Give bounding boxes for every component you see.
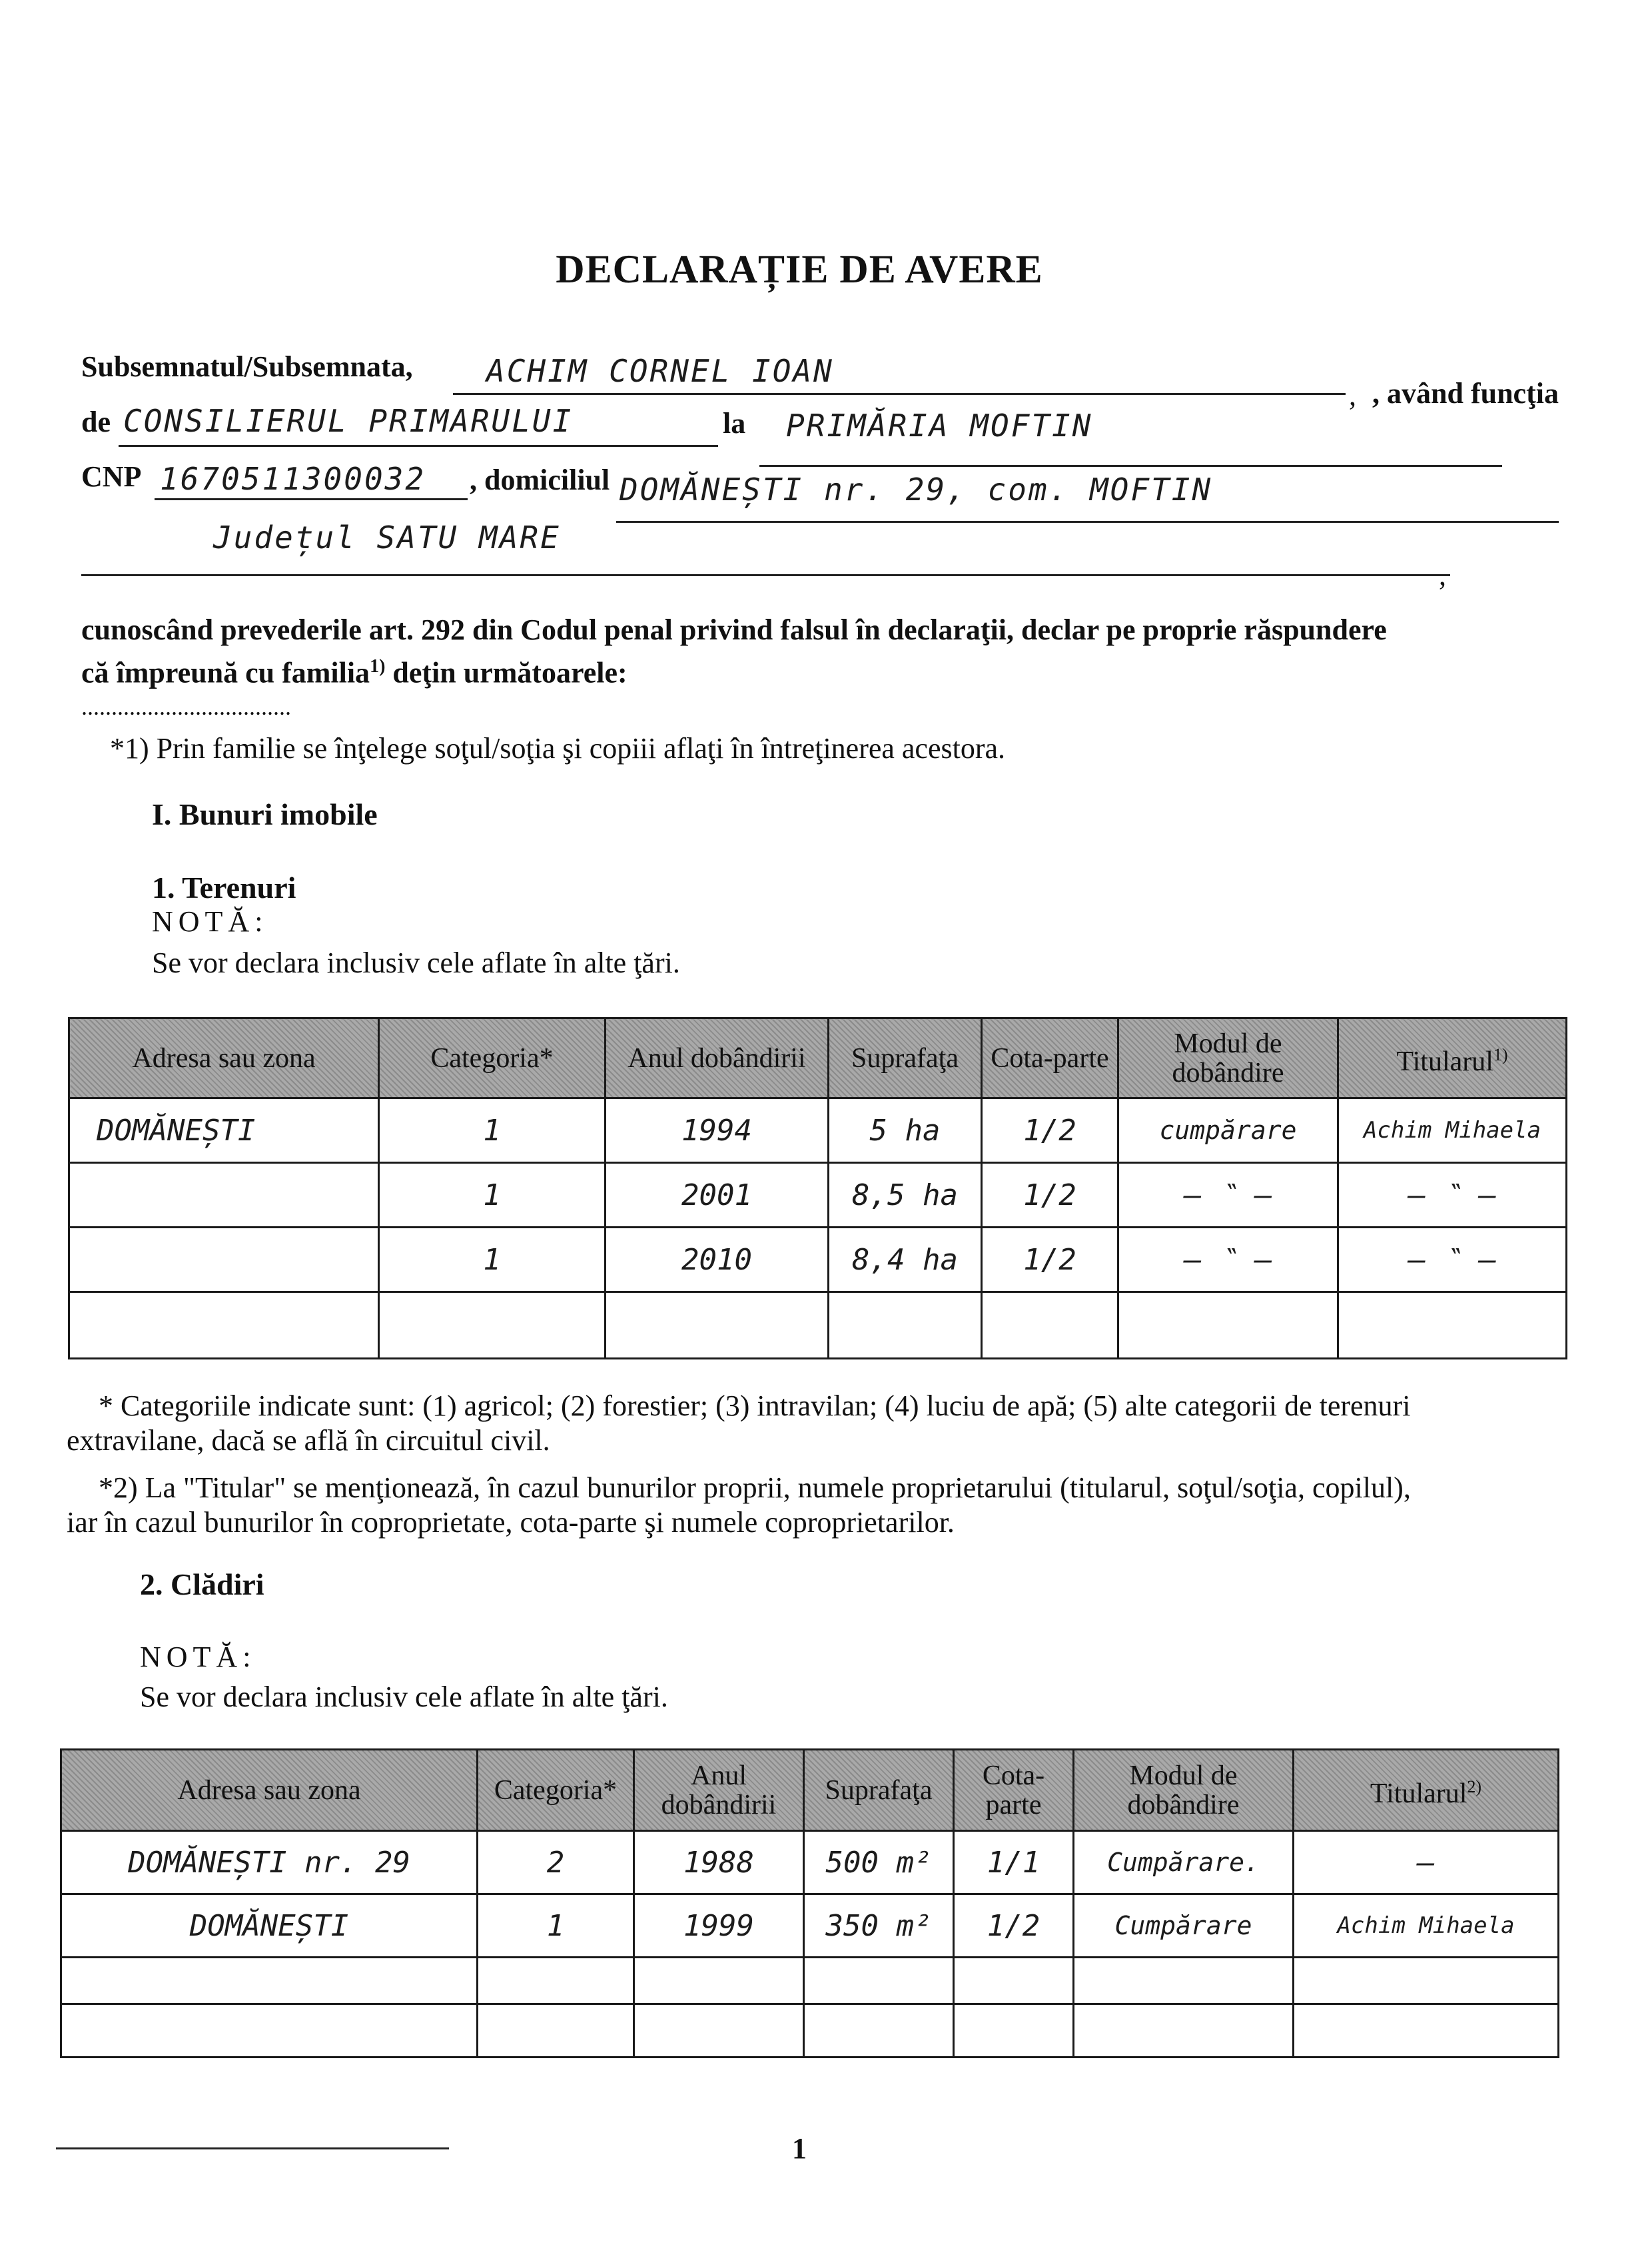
table-row: [61, 2004, 1559, 2058]
table-cell: 1: [379, 1228, 606, 1292]
cladiri-header-suprafata: Suprafaţa: [804, 1750, 954, 1831]
table-cell: Cumpărare.: [1074, 1831, 1294, 1894]
table-cell: [478, 2004, 634, 2058]
table-cell: 1: [478, 1894, 634, 1958]
table-row: [61, 1894, 1559, 1958]
cladiri-header-modul: Modul de dobândire: [1074, 1750, 1294, 1831]
table-cell: 1/2: [982, 1098, 1118, 1163]
page-title: DECLARAȚIE DE AVERE: [556, 247, 1043, 291]
table-cell: 1/2: [982, 1163, 1118, 1228]
cladiri-header-titular: [1294, 1750, 1559, 1831]
cnp-label: CNP: [81, 460, 142, 493]
page-number: 1: [792, 2132, 807, 2165]
table-cell: [61, 1958, 478, 2004]
address-line2: Județul SATU MARE: [213, 520, 561, 556]
address-comma: ,: [1439, 559, 1446, 591]
table-cell: [379, 1292, 606, 1359]
table-cell: 1: [379, 1163, 606, 1228]
footnote-family: *1) Prin familie se înţelege soţul/soţia şi copiii aflaţi în întreţinerea acestora.: [110, 732, 1006, 765]
cladiri-header-titular-text: Titularul: [1370, 1778, 1467, 1809]
table-cell: [1074, 1958, 1294, 2004]
institution-value: PRIMĂRIA MOFTIN: [786, 408, 1093, 444]
table-cell: DOMĂNEȘTI: [61, 1894, 478, 1958]
cnp-value: 1670511300032: [160, 461, 426, 497]
table-cell: [478, 1958, 634, 2004]
cladiri-header-adresa: Adresa sau zona: [61, 1750, 478, 1831]
subsection-terenuri: 1. Terenuri: [152, 871, 296, 905]
table-cell: 1988: [634, 1831, 804, 1894]
cladiri-header-cota: Cota-parte: [954, 1750, 1074, 1831]
table-cell: Cumpărare: [1074, 1894, 1294, 1958]
intro-sup: 1): [370, 656, 386, 677]
table-cell: 350 m²: [804, 1894, 954, 1958]
table-cell: DOMĂNEȘTI nr. 29: [61, 1831, 478, 1894]
terenuri-header-categoria: Categoria*: [379, 1018, 606, 1098]
table-cell: [1294, 2004, 1559, 2058]
table-cell: [954, 1958, 1074, 2004]
terenuri-header-modul: Modul de dobândire: [1118, 1018, 1338, 1098]
table-cell: [69, 1228, 379, 1292]
table-cell: [69, 1292, 379, 1359]
domiciliul-label: , domiciliul: [470, 464, 610, 496]
table-cell: [954, 2004, 1074, 2058]
cladiri-table: [60, 1748, 1559, 2058]
table-row: [61, 1831, 1559, 1894]
name-underline: [453, 393, 1346, 395]
table-cell: [982, 1292, 1118, 1359]
de-label: de: [81, 406, 111, 438]
table-cell: [1074, 2004, 1294, 2058]
table-cell: 2: [478, 1831, 634, 1894]
table-cell: [634, 2004, 804, 2058]
table-cell: 5 ha: [829, 1098, 982, 1163]
institution-underline: [759, 465, 1502, 467]
table-cell: [61, 2004, 478, 2058]
la-label: la: [723, 407, 746, 440]
terenuri-header-adresa: Adresa sau zona: [69, 1018, 379, 1098]
table-cell: DOMĂNEȘTI: [69, 1098, 379, 1163]
intro-dots: ...................................: [81, 693, 291, 720]
table-row: [69, 1228, 1567, 1292]
table-cell: [1294, 1958, 1559, 2004]
note-titular-2: iar în cazul bunurilor în coproprietate, cota-parte şi numele coproprietarilor.: [67, 1506, 955, 1539]
table-cell: [69, 1163, 379, 1228]
table-cell: 1999: [634, 1894, 804, 1958]
table-cell: 1/2: [982, 1228, 1118, 1292]
declarant-name: ACHIM CORNEL IOAN: [486, 353, 834, 389]
terenuri-table: [68, 1017, 1567, 1359]
table-cell: [1338, 1292, 1567, 1359]
name-comma: ,: [1349, 379, 1356, 412]
nota-text-2: Se vor declara inclusiv cele aflate în alte ţări.: [140, 1681, 668, 1713]
table-cell: Achim Mihaela: [1338, 1098, 1567, 1163]
table-row: [61, 1958, 1559, 2004]
note-titular: *2) La "Titular" se menţionează, în cazul bunurilor proprii, numele proprietarului (titularul, soţul/soţia, copilul),: [99, 1471, 1411, 1504]
address-underline: [616, 521, 1559, 523]
table-row: [69, 1292, 1567, 1359]
table-cell: 1/2: [954, 1894, 1074, 1958]
table-cell: 2001: [606, 1163, 829, 1228]
table-cell: Achim Mihaela: [1294, 1894, 1559, 1958]
note-categorii-2: extravilane, dacă se află în circuitul civil.: [67, 1424, 550, 1457]
table-cell: —: [1294, 1831, 1559, 1894]
table-cell: [634, 1958, 804, 2004]
note-categorii: * Categoriile indicate sunt: (1) agricol; (2) forestier; (3) intravilan; (4) luciu de apă; (5) alte categorii de terenuri: [99, 1389, 1411, 1422]
cladiri-header-categoria: Categoria*: [478, 1750, 634, 1831]
table-cell: 8,5 ha: [829, 1163, 982, 1228]
table-cell: 1994: [606, 1098, 829, 1163]
table-cell: 2010: [606, 1228, 829, 1292]
table-cell: [804, 1958, 954, 2004]
table-cell: cumpărare: [1118, 1098, 1338, 1163]
nota-label-1: NOTĂ:: [152, 905, 268, 938]
section-title-bunuri-imobile: I. Bunuri imobile: [152, 797, 378, 831]
table-cell: — ‶ —: [1338, 1228, 1567, 1292]
intro-line2-start: că împreună cu familia: [81, 656, 370, 689]
table-cell: [804, 2004, 954, 2058]
function-value: CONSILIERUL PRIMARULUI: [123, 403, 574, 439]
nota-label-2: NOTĂ:: [140, 1641, 256, 1673]
table-cell: 500 m²: [804, 1831, 954, 1894]
table-cell: 8,4 ha: [829, 1228, 982, 1292]
terenuri-header-suprafata: Suprafaţa: [829, 1018, 982, 1098]
table-cell: 1: [379, 1098, 606, 1163]
terenuri-header-titular-sup: 1): [1493, 1044, 1508, 1064]
table-cell: — ‶ —: [1118, 1228, 1338, 1292]
nota-text-1: Se vor declara inclusiv cele aflate în alte ţări.: [152, 946, 680, 979]
avand-functia-label: , având funcţia: [1372, 377, 1559, 410]
cladiri-header-anul: Anul dobândirii: [634, 1750, 804, 1831]
intro-line1: cunoscând prevederile art. 292 din Codul penal privind falsul în declaraţii, declar pe proprie răspundere: [81, 613, 1387, 646]
intro-line2-end: deţin următoarele:: [385, 656, 627, 689]
table-cell: [829, 1292, 982, 1359]
address2-underline: [81, 574, 1450, 576]
table-cell: — ‶ —: [1338, 1163, 1567, 1228]
terenuri-header-anul: Anul dobândirii: [606, 1018, 829, 1098]
terenuri-header-titular: [1338, 1018, 1567, 1098]
table-row: [69, 1163, 1567, 1228]
cladiri-header-titular-sup: 2): [1467, 1776, 1482, 1796]
address-line1: DOMĂNEȘTI nr. 29, com. MOFTIN: [620, 472, 1213, 508]
table-row: [69, 1098, 1567, 1163]
terenuri-header-titular-text: Titularul: [1396, 1046, 1493, 1077]
cnp-underline: [155, 498, 468, 500]
table-cell: 1/1: [954, 1831, 1074, 1894]
terenuri-header-cota: Cota-parte: [982, 1018, 1118, 1098]
table-cell: — ‶ —: [1118, 1163, 1338, 1228]
function-underline: [119, 445, 718, 447]
subsemnatul-label: Subsemnatul/Subsemnata,: [81, 350, 413, 383]
table-cell: [606, 1292, 829, 1359]
table-cell: [1118, 1292, 1338, 1359]
intro-line2: [81, 649, 627, 691]
subsection-cladiri: 2. Clădiri: [140, 1567, 264, 1601]
